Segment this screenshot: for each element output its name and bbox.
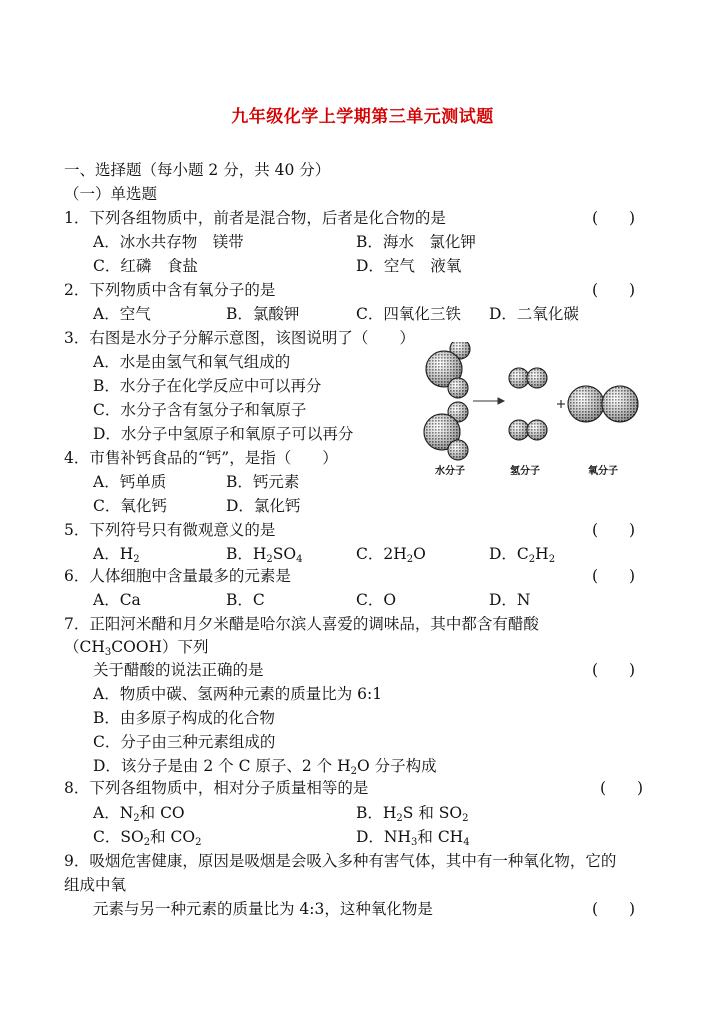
q1-option-c: C．红磷 食盐: [93, 257, 198, 275]
q4-option-a: A．钙单质: [93, 473, 167, 491]
q7-option-c: C．分子由三种元素组成的: [93, 733, 276, 751]
q6-option-b: B．C: [226, 591, 265, 609]
q5-option-c: C．$2H_2O$: [356, 545, 426, 565]
q1-stem: 1．下列各组物质中，前者是混合物，后者是化合物的是: [64, 209, 446, 227]
q3-stem: 3．右图是水分子分解示意图，该图说明了（ ）: [64, 329, 415, 347]
q7-answer-blank: ( ): [592, 661, 636, 679]
q6-stem: 6．人体细胞中含量最多的元素是: [64, 567, 291, 585]
q1-answer-blank: ( ): [592, 209, 636, 227]
oxygen-molecule: [568, 386, 638, 422]
q7-stem-line3: 关于醋酸的说法正确的是: [93, 661, 264, 679]
plus-icon: [557, 400, 565, 408]
q3-option-a: A．水是由氢气和氧气组成的: [93, 353, 291, 371]
water-molecule-bottom: [424, 402, 468, 460]
q5-option-b: B．$H_2SO_4$: [226, 545, 303, 565]
q8-option-b: B．$H_2S$ 和 $SO_2$: [356, 804, 469, 824]
q9-stem-line3: 元素与另一种元素的质量比为 4:3，这种氧化物是: [93, 900, 433, 918]
q7-stem-line2: $(CH_3COOH)$下列: [64, 638, 209, 658]
subsection-heading: （一）单选题: [64, 185, 158, 203]
q7-option-a: A．物质中碳、氢两种元素的质量比为 6:1: [93, 685, 383, 703]
q2-option-c: C．四氧化三铁: [356, 305, 461, 323]
q8-option-a: A．$N_2$和 CO: [93, 804, 185, 824]
q6-option-a: A．Ca: [93, 591, 141, 609]
q5-option-d: D．$C_2H_2$: [489, 545, 556, 565]
q9-stem-line2: 组成中氧: [64, 876, 127, 894]
q7-stem: 7．正阳河米醋和月夕米醋是哈尔滨人喜爱的调味品，其中都含有醋酸: [64, 615, 539, 633]
q5-answer-blank: ( ): [592, 521, 636, 539]
q8-option-d: D．$NH_3$和 $CH_4$: [356, 828, 470, 848]
q8-stem: 8．下列各组物质中，相对分子质量相等的是: [64, 779, 369, 797]
q6-option-c: C．O: [356, 591, 397, 609]
q2-stem: 2．下列物质中含有氧分子的是: [64, 281, 276, 299]
q2-option-a: A．空气: [93, 305, 151, 323]
q6-answer-blank: ( ): [592, 567, 636, 585]
q8-answer-blank: ( ): [600, 779, 644, 797]
q6-option-d: D．N: [489, 591, 531, 609]
q4-option-b: B．钙元素: [226, 473, 300, 491]
hydrogen-molecule-top: [509, 368, 547, 388]
water-decomposition-figure: [420, 342, 642, 482]
q1-option-d: D．空气 液氧: [356, 257, 462, 275]
figure-label-water: 水分子: [435, 466, 465, 477]
q7-option-d: D．该分子是由 2 个 C 原子、2 个 $H_2O$ 分子构成: [93, 757, 437, 777]
figure-label-oxygen: 氧分子: [588, 466, 618, 477]
q4-option-d: D．氯化钙: [226, 497, 301, 515]
hydrogen-molecule-bottom: [509, 420, 547, 440]
water-molecule-top: [426, 342, 470, 398]
q3-option-c: C．水分子含有氢分子和氧原子: [93, 401, 307, 419]
section-heading: 一、选择题（每小题 2 分，共 40 分）: [64, 161, 331, 179]
q9-stem: 9．吸烟危害健康，原因是吸烟是会吸入多种有害气体，其中有一种氧化物，它的: [64, 852, 617, 870]
q1-option-b: B．海水 氯化钾: [356, 233, 476, 251]
q3-option-d: D．水分子中氢原子和氧原子可以再分: [93, 425, 354, 443]
q5-option-a: A．$H_2$: [93, 545, 140, 565]
q3-option-b: B．水分子在化学反应中可以再分: [93, 377, 322, 395]
reaction-arrow-icon: [473, 398, 504, 404]
q5-stem: 5．下列符号只有微观意义的是: [64, 521, 276, 539]
figure-label-hydrogen: 氢分子: [510, 466, 540, 477]
q2-option-b: B．氯酸钾: [226, 305, 300, 323]
q9-answer-blank: ( ): [592, 900, 636, 918]
q4-option-c: C．氧化钙: [93, 497, 167, 515]
q4-stem: 4．市售补钙食品的“钙”，是指（ ）: [64, 449, 338, 467]
q8-option-c: C．$SO_2$和 $CO_2$: [93, 828, 202, 848]
q2-answer-blank: ( ): [592, 281, 636, 299]
page-title: 九年级化学上学期第三单元测试题: [231, 107, 494, 127]
q7-option-b: B．由多原子构成的化合物: [93, 709, 275, 727]
q2-option-d: D．二氧化碳: [489, 305, 579, 323]
q1-option-a: A．冰水共存物 镁带: [93, 233, 244, 251]
